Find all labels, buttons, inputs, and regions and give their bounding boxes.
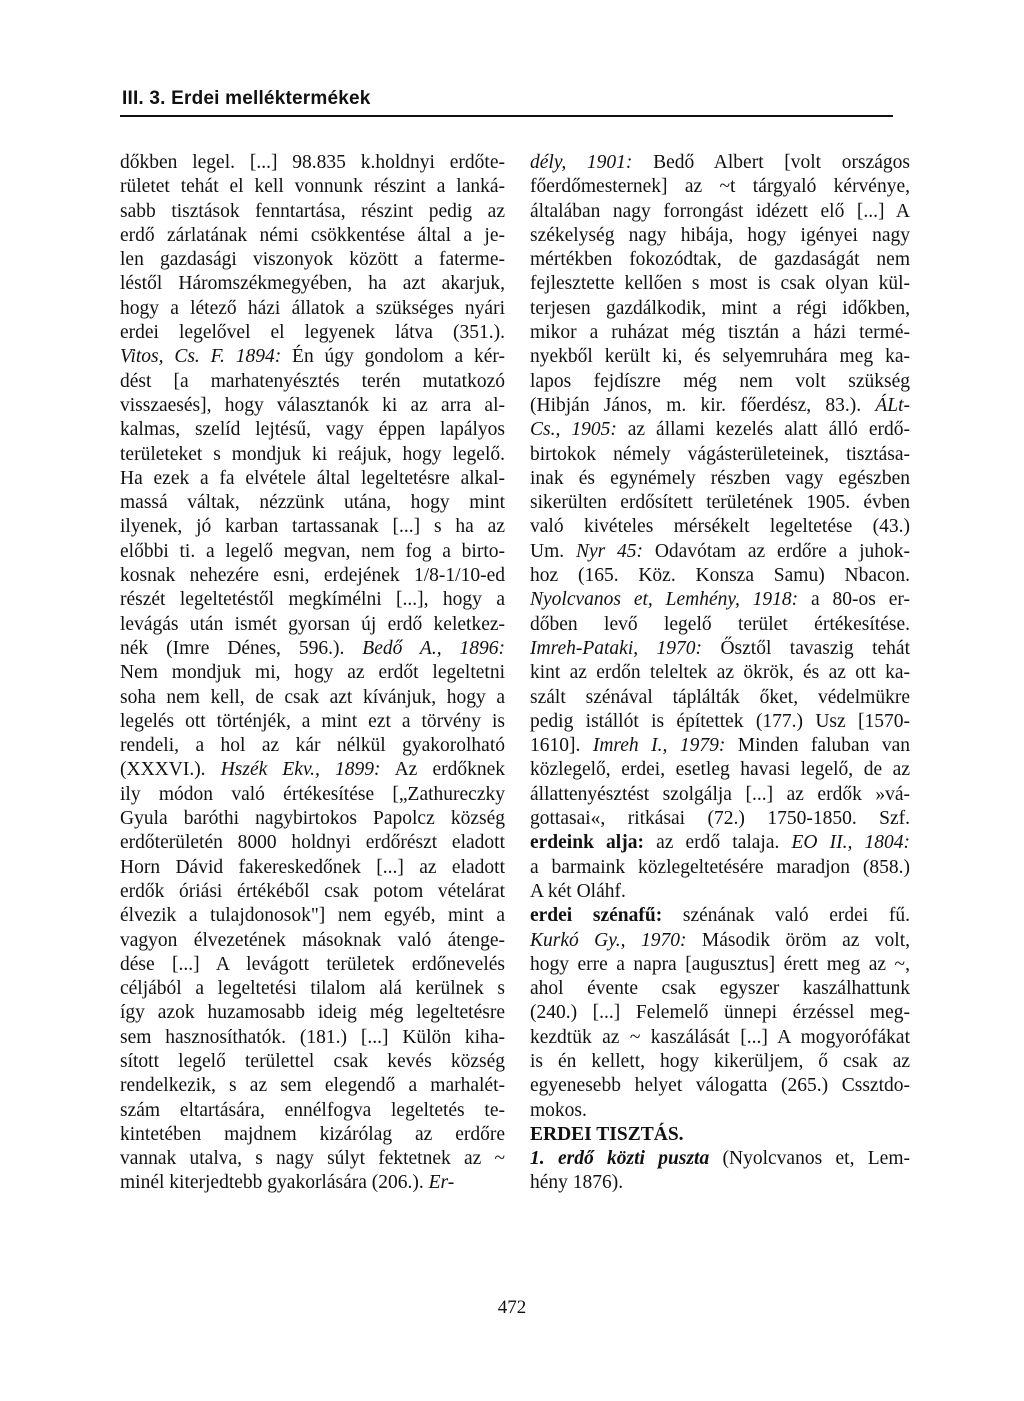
text-run: Második öröm az volt, (686, 929, 911, 951)
text-line (120, 443, 505, 467)
text-line (120, 904, 505, 928)
text-run: Odavótam az erdőre a juhok- (643, 540, 911, 562)
text-line (120, 880, 505, 904)
text-line (120, 200, 505, 224)
styled-text-run: EO II., 1804: (791, 832, 910, 854)
text-run: sem hasznosíthatók. (181.) [...] Külön kiha- (120, 1026, 505, 1048)
text-run: (XXXVI.). (120, 759, 221, 781)
text-run: ahol évente csak egyszer kaszálhattunk (530, 978, 910, 1000)
text-line (530, 856, 910, 880)
text-run: Bedő Albert [volt országos (632, 152, 910, 173)
text-run: erdőterületén 8000 holdnyi erdőrészt eladott (120, 832, 505, 854)
text-run: (Nyolcvanos et, Lem- (709, 1148, 910, 1170)
text-run: vagyon élvezetének másoknak való átenge- (120, 929, 505, 951)
text-run: főerdőmesternek] az ~t tárgyaló kérvénye, (530, 176, 910, 198)
text-line (120, 175, 505, 199)
text-run: (240.) [...] Felemelő ünnepi érzéssel meg- (530, 1002, 910, 1024)
text-line (530, 1171, 910, 1195)
text-run: mokos. (530, 1099, 587, 1121)
text-run: sított legelő területtel csak kevés község (120, 1050, 505, 1072)
text-run: kezdtük az ~ kaszálását [...] A mogyorófákat (530, 1026, 910, 1048)
text-line (530, 831, 910, 855)
text-run: Gyula baróthi nagybirtokos Papolcz község (120, 808, 505, 830)
text-line (120, 1074, 505, 1098)
text-line (120, 321, 505, 345)
text-run: szám eltartására, ennélfogva legeltetés te- (120, 1099, 505, 1121)
text-line (530, 248, 910, 272)
text-line (530, 686, 910, 710)
text-line (120, 807, 505, 831)
text-line (120, 758, 505, 782)
left-column (120, 151, 505, 1196)
text-run: szált szénával táplálták őket, védelmükre (530, 686, 910, 708)
text-run: sabb tisztások fenntartása, részint pedig az (120, 200, 505, 222)
text-line (530, 710, 910, 734)
text-line (530, 734, 910, 758)
text-line (120, 637, 505, 661)
text-line (530, 661, 910, 685)
text-line (530, 1099, 910, 1123)
text-run: fejlesztette kellően s most is csak olyan kül- (530, 273, 910, 295)
text-line (120, 151, 505, 175)
text-line (530, 613, 910, 637)
styled-text-run: erdei szénafű: (530, 905, 663, 927)
text-run: mértékben fokozódtak, de gazdaságát nem (530, 249, 910, 271)
text-run: legelés ott történjék, a mint ezt a törvény is (120, 710, 505, 732)
text-line (530, 1147, 910, 1171)
styled-text-run: Er- (428, 1172, 455, 1194)
text-line (530, 807, 910, 831)
text-line (530, 588, 910, 612)
text-run: általában nagy forrongást idézett elő [...] A (530, 200, 910, 222)
text-run: A két Oláhf. (530, 880, 626, 902)
styled-text-run: Nyolcvanos et, Lemhény, 1918: (530, 589, 799, 611)
header-rule (120, 115, 893, 117)
styled-text-run: ÁLt- (875, 394, 910, 416)
text-line (120, 394, 505, 418)
text-run: az erdő talaja. (643, 832, 792, 854)
text-line (530, 370, 910, 394)
text-run: részét legeltetéstől megkímélni [...], hogy a (120, 589, 505, 611)
text-run: rendelkezik, s az sem elegendő a marhalét- (120, 1075, 505, 1097)
text-line (120, 856, 505, 880)
text-line (530, 418, 910, 442)
text-run: a 80-os er- (798, 589, 910, 611)
text-run: kosnak nehezére esni, erdejének 1/8-1/10-ed (120, 565, 505, 587)
text-line (120, 1171, 505, 1195)
text-line (120, 783, 505, 807)
text-run: rendeli, a hol az kár nélkül gyakorolható (120, 735, 505, 757)
text-line (120, 1099, 505, 1123)
text-run: területeket s mondjuk ki reájuk, hogy legelő. (120, 443, 505, 465)
styled-text-run: Nyr 45: (575, 540, 644, 562)
text-line (530, 345, 910, 369)
styled-text-run: Imreh I., 1979: (592, 735, 726, 757)
text-run: mikor a ruházat még tisztán a házi termé- (530, 322, 910, 344)
text-line (120, 953, 505, 977)
text-line (530, 1001, 910, 1025)
text-run: hogy erre a napra [augusztus] érett meg az ~, (530, 953, 910, 975)
text-run: nék (Imre Dénes, 596.). (120, 637, 363, 659)
text-run: a barmaink közlegeltetésére maradjon (858.) (530, 856, 910, 878)
text-run: minél kiterjedtebb gyakorlására (206.). (120, 1172, 429, 1194)
running-header: III. 3. Erdei melléktermékek (122, 88, 371, 109)
text-run: lapos fejdíszre még nem volt szükség (530, 370, 910, 392)
text-line (530, 540, 910, 564)
text-run: céljából a legeltetési tilalom alá kerülnek s (120, 978, 505, 1000)
text-line (530, 491, 910, 515)
text-run: szénának való erdei fű. (662, 905, 910, 927)
text-line (120, 1147, 505, 1171)
text-run: hogy a létező házi állatok a szükséges nyári (120, 297, 505, 319)
text-line (530, 564, 910, 588)
text-line (530, 443, 910, 467)
text-line (120, 734, 505, 758)
text-run: erdők óriási értékéből csak potom vételárat (120, 880, 505, 902)
text-line (120, 370, 505, 394)
text-run: dése [...] A levágott területek erdőnevelés (120, 953, 505, 975)
text-line (120, 491, 505, 515)
text-line (120, 1026, 505, 1050)
text-run: hoz (165. Köz. Konsza Samu) Nbacon. (530, 565, 910, 587)
text-line (120, 661, 505, 685)
text-run: Nem mondjuk mi, hogy az erdőt legeltetni (120, 662, 505, 684)
text-run: székelység nagy hibája, hogy igényei nagy (530, 224, 910, 246)
text-run: egyenesebb helyet válogatta (265.) Cssztdo- (530, 1075, 910, 1097)
text-line (120, 297, 505, 321)
text-line (530, 224, 910, 248)
text-run: nyekből került ki, és selyemruhára meg ka- (530, 346, 910, 368)
text-line (530, 1123, 910, 1147)
text-run: is én kellett, hogy kikerüljem, ő csak az (530, 1050, 910, 1072)
text-line (120, 418, 505, 442)
styled-text-run: Cs., 1905: (530, 419, 617, 441)
text-line (120, 929, 505, 953)
text-line (120, 831, 505, 855)
text-run: rületet tehát el kell vonnunk részint a lanká- (120, 176, 505, 198)
text-run: Minden faluban van (725, 735, 910, 757)
styled-text-run: dély, 1901: (530, 152, 633, 173)
text-run: inak és egynémely részben vagy egészben (530, 467, 910, 489)
text-run: soha nem kell, de csak azt kívánjuk, hogy a (120, 686, 505, 708)
text-run: az állami kezelés alatt álló erdő- (616, 419, 910, 441)
styled-text-run: Kurkó Gy., 1970: (530, 929, 687, 951)
text-line (530, 758, 910, 782)
text-line (120, 1001, 505, 1025)
text-line (530, 953, 910, 977)
text-run: erdő zárlatának némi csökkentése által a je- (120, 224, 505, 246)
text-run: sikerülten erdősített területének 1905. évben (530, 492, 910, 514)
text-run: állattenyésztést szolgálja [...] az erdők »vá- (530, 783, 910, 805)
text-line (530, 904, 910, 928)
text-line (530, 297, 910, 321)
text-run: birtokok némely vágásterületeinek, tisztása- (530, 443, 910, 465)
text-line (120, 1123, 505, 1147)
text-run: visszaesés], hogy választanók ki az arra al- (120, 394, 505, 416)
text-run: Az erdőknek (380, 759, 505, 781)
text-line (120, 515, 505, 539)
styled-text-run: Vitos, Cs. F. 1894: (120, 346, 282, 368)
text-run: levágás után ismét gyorsan új erdő keletkez- (120, 613, 505, 635)
text-run: len gazdasági viszonyok között a faterme- (120, 249, 505, 271)
text-run: Én úgy gondolom a kér- (281, 346, 506, 368)
text-line (530, 880, 910, 904)
text-line (120, 1050, 505, 1074)
text-line (120, 248, 505, 272)
text-line (530, 1074, 910, 1098)
text-run: pedig istállót is építettek (177.) Usz [1570- (530, 710, 910, 732)
text-line (530, 515, 910, 539)
styled-text-run: Bedő A., 1896: (362, 637, 506, 659)
text-run: ily módon való értékesítése [„Zathureczky (120, 783, 505, 805)
text-run: Horn Dávid fakereskedőnek [...] az eladott (120, 856, 505, 878)
text-run: gottasai«, ritkásai (72.) 1750-1850. Szf. (530, 808, 910, 830)
styled-text-run: erdeink alja: (530, 832, 644, 854)
text-run: léstől Háromszékmegyében, ha azt akarjuk, (120, 273, 505, 295)
text-line (530, 467, 910, 491)
text-run: közlegelő, erdei, esetleg havasi legelő, de az (530, 759, 910, 781)
text-line (530, 637, 910, 661)
text-run: Um. (530, 540, 576, 562)
text-run: (Hibján János, m. kir. főerdész, 83.). (530, 394, 876, 416)
styled-text-run: Imreh-Pataki, 1970: (530, 637, 703, 659)
styled-text-run: Hszék Ekv., 1899: (220, 759, 381, 781)
styled-text-run: 1. erdő közti puszta (530, 1148, 710, 1170)
text-line (530, 175, 910, 199)
text-run: élvezik a tulajdonosok"] nem egyéb, mint a (120, 905, 505, 927)
text-line (120, 613, 505, 637)
text-run: Ősztől tavaszig tehát (702, 637, 910, 659)
text-run: ilyenek, jó karban tartassanak [...] s ha az (120, 516, 505, 538)
text-run: hény 1876). (530, 1172, 624, 1194)
text-run: 1610]. (530, 735, 593, 757)
text-run: dőkben legel. [...] 98.835 k.holdnyi erdőte- (120, 152, 505, 173)
text-line (120, 977, 505, 1001)
text-run: kintetében majdnem kizárólag az erdőre (120, 1123, 505, 1145)
text-line (530, 272, 910, 296)
text-run: Ha ezek a fa elvétele által legeltetésre alkal- (120, 467, 505, 489)
text-line (120, 467, 505, 491)
text-run: erdei legelővel el legyenek látva (351.). (120, 322, 505, 344)
text-line (530, 1050, 910, 1074)
text-run: így azok huzamosabb ideig még legeltetésre (120, 1002, 505, 1024)
text-run: kint az erdőn teleltek az ökrök, és az ott ka- (530, 662, 910, 684)
text-line (530, 977, 910, 1001)
text-line (120, 710, 505, 734)
page-number: 472 (497, 1297, 527, 1318)
text-line (530, 929, 910, 953)
text-line (120, 540, 505, 564)
text-run: dést [a marhatenyésztés terén mutatkozó (120, 370, 505, 392)
text-run: való kivételes mérsékelt legeltetése (43.) (530, 516, 910, 538)
text-line (120, 686, 505, 710)
text-line (530, 394, 910, 418)
text-line (120, 224, 505, 248)
right-column (530, 151, 910, 1196)
text-line (120, 564, 505, 588)
text-run: vannak utalva, s nagy súlyt fektetnek az ~ (120, 1148, 505, 1170)
text-run: massá váltak, nézzünk utána, hogy mint (120, 492, 505, 514)
text-line (120, 345, 505, 369)
text-line (530, 783, 910, 807)
text-run: dőben levő legelő terület értékesítése. (530, 613, 910, 635)
text-run: előbbi ti. a legelő megvan, nem fog a birto- (120, 540, 505, 562)
text-line (530, 321, 910, 345)
text-line (530, 200, 910, 224)
text-line (530, 151, 910, 175)
text-line (530, 1026, 910, 1050)
text-line (120, 588, 505, 612)
text-line (120, 272, 505, 296)
styled-text-run: ERDEI TISZTÁS. (530, 1123, 684, 1145)
text-run: terjesen gazdálkodik, mint a régi időkben, (530, 297, 910, 319)
text-run: kalmas, szelíd lejtésű, vagy éppen lapályos (120, 419, 505, 441)
